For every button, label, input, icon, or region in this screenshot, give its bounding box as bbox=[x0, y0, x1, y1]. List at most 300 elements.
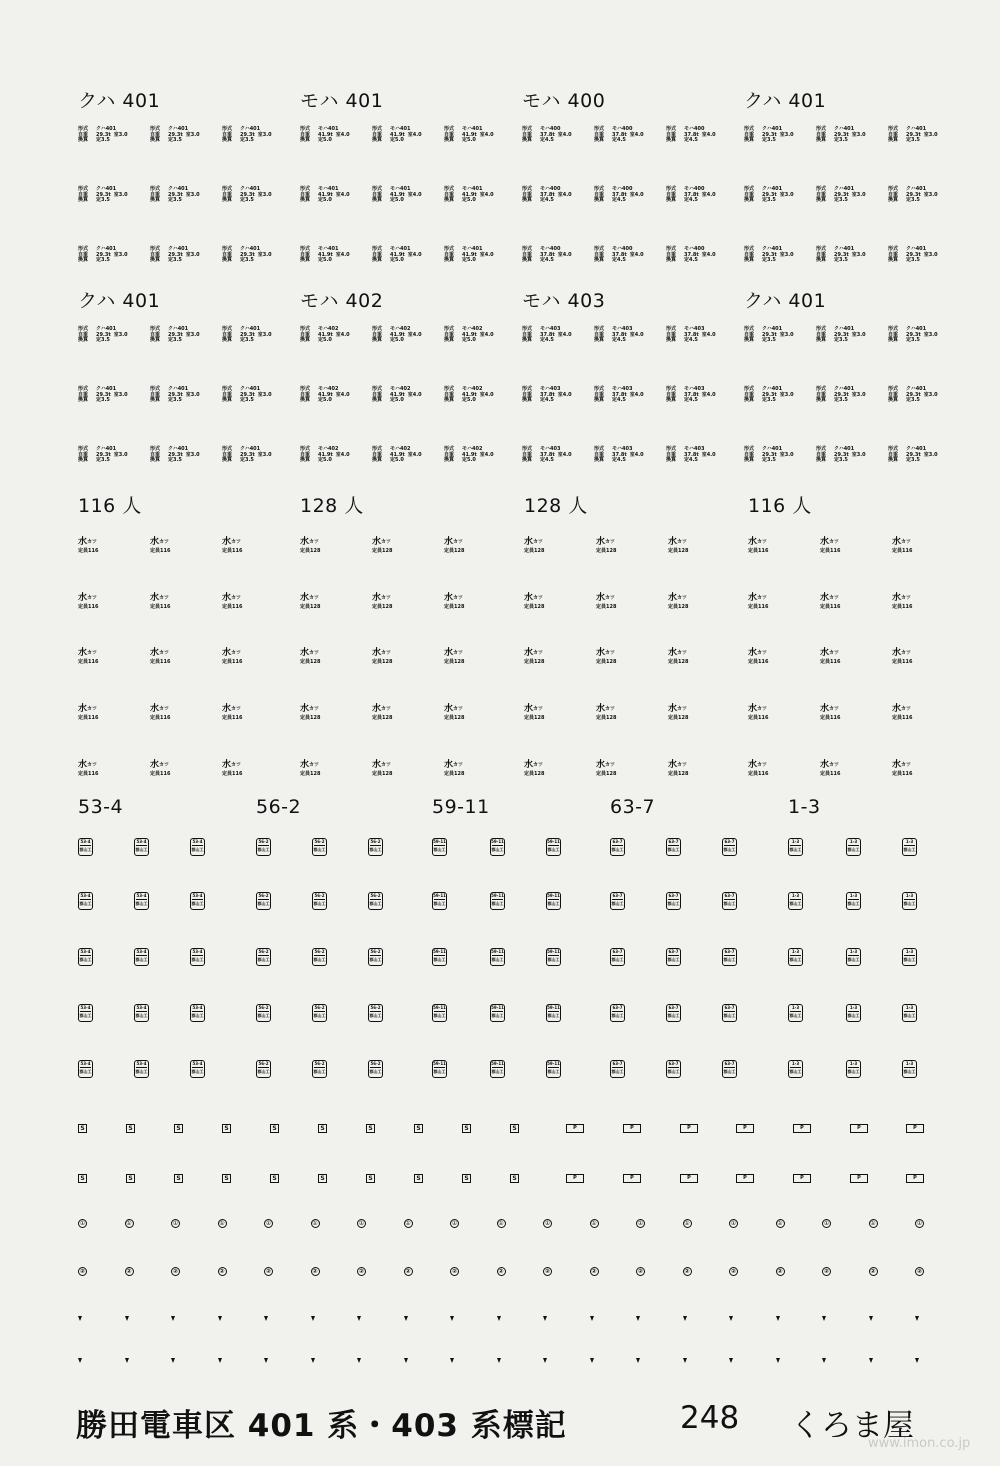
inspection-mark bbox=[722, 838, 737, 856]
inspection-mark bbox=[490, 948, 505, 966]
inspection-mark bbox=[368, 1060, 383, 1078]
car-spec-label: 形式 bbox=[150, 126, 161, 132]
depot-line bbox=[150, 760, 170, 770]
car-spec-value: 41.9t bbox=[318, 191, 333, 198]
car-spec-value: クハ401 bbox=[168, 126, 189, 132]
car-spec-mark bbox=[888, 447, 938, 464]
car-spec-mark bbox=[888, 127, 938, 144]
inspection-mark bbox=[432, 892, 447, 910]
car-spec-label: 形式 bbox=[444, 246, 455, 252]
car-spec-std: 室3.0 bbox=[113, 451, 128, 458]
inspection-date: 63-7 bbox=[668, 893, 679, 898]
inspection-shop: 郡山工 bbox=[491, 957, 504, 962]
depot-code: カツ bbox=[605, 595, 616, 601]
triangle-mark bbox=[264, 1316, 268, 1321]
car-spec-value: 37.8t bbox=[612, 331, 627, 338]
car-spec-label: 自重 bbox=[222, 131, 233, 138]
inspection-mark bbox=[190, 892, 205, 910]
car-spec-value: 41.9t bbox=[318, 251, 333, 258]
inspection-date: 59-11 bbox=[433, 1061, 446, 1066]
car-spec-std: 室3.0 bbox=[923, 251, 938, 258]
car-spec-label: 自重 bbox=[816, 131, 827, 138]
car-spec-label: 自重 bbox=[372, 251, 383, 258]
depot-code: カツ bbox=[533, 762, 544, 768]
car-spec-line bbox=[522, 138, 572, 144]
inspection-mark bbox=[902, 892, 917, 910]
car-spec-label: 自重 bbox=[816, 331, 827, 338]
car-spec-value: 定3.5 bbox=[762, 197, 776, 204]
inspection-mark bbox=[432, 838, 447, 856]
inspection-mark bbox=[546, 838, 561, 856]
car-spec-value: クハ401 bbox=[240, 326, 261, 332]
circled-two-mark: ② bbox=[451, 1268, 458, 1275]
car-spec-value: 29.3t bbox=[834, 251, 849, 258]
depot-line bbox=[748, 704, 768, 714]
car-spec-value: 定4.5 bbox=[684, 137, 698, 144]
car-spec-value: モハ400 bbox=[612, 246, 633, 252]
car-spec-value: 定4.5 bbox=[540, 137, 554, 144]
car-spec-label: 形式 bbox=[78, 126, 89, 132]
car-spec-value: クハ401 bbox=[906, 126, 927, 132]
depot-kanji: 水 bbox=[820, 593, 830, 603]
car-spec-label: 形式 bbox=[666, 126, 677, 132]
car-spec-value: 定4.5 bbox=[612, 257, 626, 264]
depot-code: カツ bbox=[453, 595, 464, 601]
car-spec-label: 形式 bbox=[444, 186, 455, 192]
car-spec-line bbox=[666, 138, 716, 144]
car-section-heading: モハ 402 bbox=[300, 290, 384, 312]
inspection-mark bbox=[846, 892, 861, 910]
car-spec-value: 37.8t bbox=[612, 191, 627, 198]
car-spec-std: 室4.0 bbox=[479, 451, 494, 458]
depot-line bbox=[596, 648, 616, 658]
car-spec-mark bbox=[444, 247, 494, 264]
car-spec-value: クハ401 bbox=[834, 386, 855, 392]
car-spec-mark bbox=[666, 327, 716, 344]
capacity-mark bbox=[222, 760, 242, 777]
car-spec-std: 室4.0 bbox=[335, 331, 350, 338]
inspection-mark bbox=[256, 948, 271, 966]
depot-code: カツ bbox=[533, 706, 544, 712]
car-spec-line bbox=[444, 258, 494, 264]
car-spec-value: 41.9t bbox=[390, 191, 405, 198]
s-mark: S bbox=[78, 1124, 87, 1133]
car-spec-label: 換算 bbox=[150, 457, 161, 464]
car-spec-std: 室4.0 bbox=[335, 251, 350, 258]
car-spec-label: 自重 bbox=[222, 191, 233, 198]
capacity-value: 定員128 bbox=[524, 604, 545, 610]
circled-one-mark: ① bbox=[219, 1220, 225, 1227]
car-spec-line bbox=[816, 398, 866, 404]
depot-code: カツ bbox=[605, 650, 616, 656]
car-spec-std: 室3.0 bbox=[779, 391, 794, 398]
inspection-mark bbox=[666, 892, 681, 910]
car-spec-line bbox=[78, 198, 128, 204]
triangle-mark bbox=[404, 1358, 408, 1363]
car-spec-label: 形式 bbox=[372, 186, 383, 192]
inspection-mark bbox=[490, 1004, 505, 1022]
car-spec-label: 形式 bbox=[744, 386, 755, 392]
car-spec-value: モハ402 bbox=[318, 446, 339, 452]
car-spec-value: 定3.5 bbox=[762, 397, 776, 404]
car-spec-value: 29.3t bbox=[96, 191, 111, 198]
capacity-value: 定員128 bbox=[444, 659, 465, 665]
depot-line bbox=[524, 593, 544, 603]
car-spec-mark bbox=[666, 387, 716, 404]
car-spec-std: 室4.0 bbox=[407, 251, 422, 258]
depot-kanji: 水 bbox=[372, 648, 382, 658]
car-spec-value: 29.3t bbox=[906, 331, 921, 338]
car-spec-value: 定3.5 bbox=[906, 197, 920, 204]
depot-kanji: 水 bbox=[596, 593, 606, 603]
car-spec-label: 形式 bbox=[744, 186, 755, 192]
car-spec-label: 自重 bbox=[372, 331, 383, 338]
inspection-heading: 63-7 bbox=[610, 796, 656, 818]
depot-line bbox=[150, 704, 170, 714]
depot-line bbox=[372, 704, 392, 714]
car-spec-label: 形式 bbox=[150, 246, 161, 252]
car-spec-label: 形式 bbox=[594, 386, 605, 392]
inspection-date: 59-11 bbox=[547, 839, 560, 844]
car-spec-label: 換算 bbox=[444, 137, 455, 144]
depot-code: カツ bbox=[901, 650, 912, 656]
car-spec-std: 室4.0 bbox=[557, 191, 572, 198]
car-spec-value: 定4.5 bbox=[612, 197, 626, 204]
car-spec-value: クハ401 bbox=[906, 246, 927, 252]
circled-two-mark: ② bbox=[544, 1268, 551, 1275]
car-spec-mark bbox=[444, 187, 494, 204]
car-spec-value: モハ402 bbox=[390, 386, 411, 392]
inspection-mark bbox=[610, 1060, 625, 1078]
car-spec-value: クハ401 bbox=[96, 326, 117, 332]
p-mark: P bbox=[906, 1124, 924, 1133]
inspection-date: 53-4 bbox=[192, 893, 203, 898]
inspection-date: 59-11 bbox=[491, 949, 504, 954]
circled-one-mark: ① bbox=[823, 1220, 830, 1227]
car-spec-label: 換算 bbox=[744, 337, 755, 344]
car-spec-label: 自重 bbox=[222, 451, 233, 458]
car-spec-value: 定5.0 bbox=[462, 257, 476, 264]
inspection-shop: 郡山工 bbox=[433, 1069, 446, 1074]
triangle-mark bbox=[125, 1316, 129, 1321]
depot-code: カツ bbox=[605, 706, 616, 712]
depot-code: カツ bbox=[87, 762, 98, 768]
car-spec-value: 定3.5 bbox=[906, 397, 920, 404]
inspection-shop: 郡山工 bbox=[433, 957, 446, 962]
inspection-mark bbox=[788, 1060, 803, 1078]
car-spec-line bbox=[372, 258, 422, 264]
car-spec-value: 29.3t bbox=[834, 391, 849, 398]
car-spec-label: 形式 bbox=[444, 126, 455, 132]
capacity-value: 定員116 bbox=[892, 715, 913, 721]
car-spec-label: 形式 bbox=[816, 246, 827, 252]
capacity-value: 定員116 bbox=[892, 659, 913, 665]
car-spec-std: 室4.0 bbox=[479, 131, 494, 138]
inspection-mark bbox=[546, 1060, 561, 1078]
car-spec-value: クハ401 bbox=[906, 326, 927, 332]
car-spec-mark bbox=[816, 387, 866, 404]
car-spec-value: 29.3t bbox=[168, 251, 183, 258]
depot-line bbox=[524, 760, 544, 770]
car-spec-value: 定5.0 bbox=[462, 397, 476, 404]
car-spec-std: 室3.0 bbox=[257, 451, 272, 458]
depot-line bbox=[668, 704, 688, 714]
depot-code: カツ bbox=[87, 706, 98, 712]
inspection-shop: 郡山工 bbox=[79, 847, 92, 852]
car-spec-label: 換算 bbox=[888, 197, 899, 204]
car-spec-label: 形式 bbox=[744, 326, 755, 332]
car-spec-label: 自重 bbox=[888, 251, 899, 258]
inspection-shop: 郡山工 bbox=[847, 1013, 860, 1018]
triangle-mark bbox=[497, 1358, 501, 1363]
capacity-mark bbox=[668, 704, 688, 721]
car-spec-std: 室4.0 bbox=[557, 131, 572, 138]
inspection-shop: 郡山工 bbox=[723, 957, 736, 962]
depot-line bbox=[372, 537, 392, 547]
car-spec-mark bbox=[372, 387, 422, 404]
sheet-title: 勝田電車区 401 系・403 系標記 bbox=[76, 1408, 567, 1444]
car-spec-value: モハ400 bbox=[684, 126, 705, 132]
car-spec-std: 室4.0 bbox=[629, 191, 644, 198]
inspection-mark bbox=[610, 1004, 625, 1022]
car-spec-line bbox=[522, 458, 572, 464]
car-spec-value: 41.9t bbox=[318, 391, 333, 398]
inspection-mark bbox=[788, 838, 803, 856]
car-spec-mark bbox=[78, 327, 128, 344]
inspection-date: 56-2 bbox=[258, 949, 269, 954]
capacity-value: 定員128 bbox=[668, 715, 689, 721]
capacity-heading: 116 人 bbox=[748, 495, 812, 517]
inspection-shop: 郡山工 bbox=[135, 1013, 148, 1018]
car-spec-value: 定3.5 bbox=[906, 457, 920, 464]
s-mark: S bbox=[318, 1174, 327, 1183]
car-spec-line bbox=[78, 338, 128, 344]
car-spec-std: 室3.0 bbox=[923, 451, 938, 458]
capacity-value: 定員116 bbox=[892, 548, 913, 554]
car-spec-value: 37.8t bbox=[612, 251, 627, 258]
car-spec-label: 自重 bbox=[594, 131, 605, 138]
car-spec-value: 定5.0 bbox=[462, 197, 476, 204]
capacity-heading: 128 人 bbox=[524, 495, 588, 517]
depot-kanji: 水 bbox=[372, 537, 382, 547]
inspection-shop: 郡山工 bbox=[369, 1013, 382, 1018]
depot-code: カツ bbox=[901, 762, 912, 768]
depot-kanji: 水 bbox=[524, 648, 534, 658]
car-spec-label: 換算 bbox=[594, 337, 605, 344]
car-spec-label: 形式 bbox=[222, 186, 233, 192]
car-spec-label: 換算 bbox=[816, 257, 827, 264]
car-spec-label: 自重 bbox=[372, 131, 383, 138]
car-spec-label: 自重 bbox=[150, 451, 161, 458]
triangle-mark bbox=[78, 1358, 82, 1363]
car-spec-line bbox=[666, 398, 716, 404]
car-spec-std: 室4.0 bbox=[407, 191, 422, 198]
depot-kanji: 水 bbox=[524, 537, 534, 547]
car-spec-line bbox=[78, 138, 128, 144]
car-spec-std: 室3.0 bbox=[113, 131, 128, 138]
depot-code: カツ bbox=[677, 706, 688, 712]
capacity-mark bbox=[372, 648, 392, 665]
inspection-mark bbox=[666, 948, 681, 966]
inspection-shop: 郡山工 bbox=[903, 957, 916, 962]
car-spec-value: クハ401 bbox=[240, 446, 261, 452]
car-spec-value: 定5.0 bbox=[318, 257, 332, 264]
capacity-mark bbox=[444, 593, 464, 610]
car-spec-value: 29.3t bbox=[762, 251, 777, 258]
car-spec-line bbox=[78, 258, 128, 264]
depot-kanji: 水 bbox=[524, 704, 534, 714]
car-spec-value: 定3.5 bbox=[834, 137, 848, 144]
car-spec-value: 29.3t bbox=[762, 131, 777, 138]
car-spec-label: 自重 bbox=[744, 451, 755, 458]
depot-line bbox=[820, 760, 840, 770]
depot-line bbox=[372, 593, 392, 603]
inspection-date: 53-4 bbox=[136, 839, 147, 844]
car-spec-line bbox=[888, 338, 938, 344]
triangle-mark bbox=[683, 1358, 687, 1363]
car-spec-label: 換算 bbox=[78, 457, 89, 464]
inspection-date: 63-7 bbox=[668, 1061, 679, 1066]
depot-code: カツ bbox=[757, 595, 768, 601]
inspection-mark bbox=[788, 1004, 803, 1022]
car-spec-std: 室3.0 bbox=[923, 131, 938, 138]
depot-kanji: 水 bbox=[300, 760, 310, 770]
capacity-value: 定員116 bbox=[820, 771, 841, 777]
car-spec-value: 定4.5 bbox=[540, 197, 554, 204]
depot-kanji: 水 bbox=[78, 537, 88, 547]
car-spec-value: 29.3t bbox=[906, 131, 921, 138]
triangle-mark bbox=[78, 1316, 82, 1321]
inspection-mark bbox=[902, 838, 917, 856]
car-spec-value: 29.3t bbox=[240, 331, 255, 338]
car-spec-label: 形式 bbox=[150, 386, 161, 392]
car-spec-label: 換算 bbox=[444, 197, 455, 204]
car-spec-mark bbox=[372, 187, 422, 204]
depot-line bbox=[596, 537, 616, 547]
car-spec-std: 室4.0 bbox=[479, 251, 494, 258]
triangle-mark bbox=[218, 1358, 222, 1363]
capacity-mark bbox=[78, 760, 98, 777]
capacity-mark bbox=[596, 760, 616, 777]
inspection-mark bbox=[490, 892, 505, 910]
depot-code: カツ bbox=[231, 539, 242, 545]
car-spec-value: 定5.0 bbox=[318, 457, 332, 464]
car-spec-label: 換算 bbox=[666, 257, 677, 264]
car-spec-label: 換算 bbox=[888, 137, 899, 144]
depot-line bbox=[820, 593, 840, 603]
triangle-mark bbox=[915, 1358, 919, 1363]
depot-line bbox=[78, 593, 98, 603]
capacity-mark bbox=[300, 648, 320, 665]
s-mark: S bbox=[222, 1174, 231, 1183]
capacity-value: 定員128 bbox=[524, 659, 545, 665]
triangle-mark bbox=[822, 1316, 826, 1321]
capacity-value: 定員116 bbox=[748, 548, 769, 554]
car-spec-mark bbox=[444, 447, 494, 464]
capacity-mark bbox=[150, 760, 170, 777]
car-spec-line bbox=[666, 258, 716, 264]
car-spec-mark bbox=[444, 327, 494, 344]
depot-code: カツ bbox=[757, 762, 768, 768]
capacity-value: 定員128 bbox=[300, 548, 321, 554]
car-spec-label: 自重 bbox=[372, 191, 383, 198]
depot-code: カツ bbox=[901, 706, 912, 712]
inspection-mark bbox=[312, 892, 327, 910]
car-spec-value: 37.8t bbox=[540, 331, 555, 338]
depot-kanji: 水 bbox=[78, 760, 88, 770]
inspection-shop: 郡山工 bbox=[547, 1069, 560, 1074]
car-spec-value: 37.8t bbox=[540, 451, 555, 458]
car-spec-mark bbox=[222, 127, 272, 144]
triangle-mark bbox=[776, 1358, 780, 1363]
car-spec-label: 形式 bbox=[150, 186, 161, 192]
depot-line bbox=[596, 593, 616, 603]
car-spec-label: 換算 bbox=[150, 397, 161, 404]
inspection-date: 56-2 bbox=[370, 839, 381, 844]
car-spec-value: 定5.0 bbox=[390, 257, 404, 264]
capacity-value: 定員128 bbox=[300, 604, 321, 610]
inspection-shop: 郡山工 bbox=[547, 957, 560, 962]
inspection-shop: 郡山工 bbox=[903, 1069, 916, 1074]
inspection-shop: 郡山工 bbox=[313, 1013, 326, 1018]
car-spec-std: 室3.0 bbox=[779, 331, 794, 338]
car-spec-value: クハ401 bbox=[240, 386, 261, 392]
car-spec-std: 室4.0 bbox=[701, 331, 716, 338]
car-spec-label: 自重 bbox=[222, 391, 233, 398]
inspection-shop: 郡山工 bbox=[667, 1069, 680, 1074]
inspection-mark bbox=[902, 1004, 917, 1022]
depot-kanji: 水 bbox=[748, 593, 758, 603]
brand-name: くろま屋 bbox=[790, 1408, 914, 1444]
car-spec-std: 室4.0 bbox=[557, 391, 572, 398]
car-spec-label: 換算 bbox=[816, 397, 827, 404]
depot-kanji: 水 bbox=[372, 760, 382, 770]
car-spec-mark bbox=[78, 187, 128, 204]
product-code: 248 bbox=[680, 1400, 740, 1436]
inspection-date: 63-7 bbox=[724, 1061, 735, 1066]
triangle-mark bbox=[822, 1358, 826, 1363]
triangle-mark bbox=[915, 1316, 919, 1321]
car-spec-label: 形式 bbox=[888, 326, 899, 332]
car-spec-value: モハ400 bbox=[540, 186, 561, 192]
capacity-mark bbox=[820, 537, 840, 554]
circled-one-mark: ① bbox=[126, 1220, 132, 1227]
car-spec-label: 形式 bbox=[78, 446, 89, 452]
car-spec-value: 29.3t bbox=[240, 451, 255, 458]
inspection-shop: 郡山工 bbox=[611, 1013, 624, 1018]
car-spec-label: 自重 bbox=[594, 251, 605, 258]
inspection-date: 56-2 bbox=[370, 949, 381, 954]
circled-one-mark: ① bbox=[637, 1220, 644, 1227]
car-spec-label: 換算 bbox=[78, 337, 89, 344]
car-spec-label: 形式 bbox=[816, 186, 827, 192]
car-spec-label: 換算 bbox=[666, 337, 677, 344]
inspection-date: 59-11 bbox=[433, 1005, 446, 1010]
car-spec-std: 室3.0 bbox=[779, 131, 794, 138]
inspection-shop: 郡山工 bbox=[79, 901, 92, 906]
inspection-mark bbox=[722, 1060, 737, 1078]
triangle-mark bbox=[311, 1316, 315, 1321]
s-mark: S bbox=[78, 1174, 87, 1183]
car-spec-mark bbox=[522, 187, 572, 204]
car-spec-line bbox=[594, 258, 644, 264]
depot-line bbox=[300, 593, 320, 603]
car-spec-mark bbox=[594, 327, 644, 344]
car-spec-label: 自重 bbox=[816, 391, 827, 398]
car-spec-value: モハ400 bbox=[540, 246, 561, 252]
car-spec-label: 自重 bbox=[300, 191, 311, 198]
car-spec-line bbox=[444, 198, 494, 204]
